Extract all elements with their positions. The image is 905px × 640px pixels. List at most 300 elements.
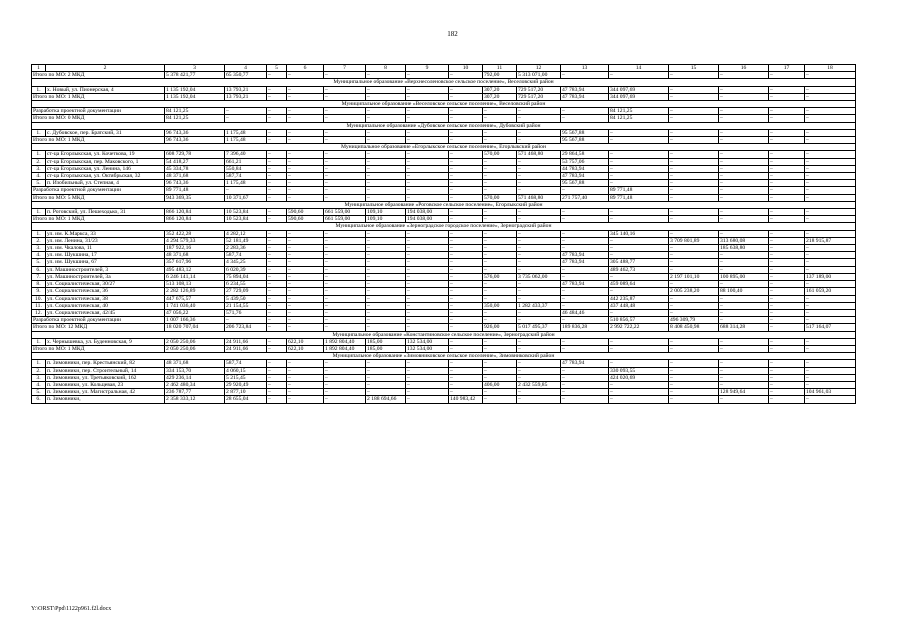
- table-cell: –: [324, 273, 366, 280]
- table-cell: –: [406, 245, 449, 252]
- table-cell: 313 680,08: [719, 237, 769, 244]
- table-cell: –: [267, 165, 287, 172]
- table-cell: Муниципальное образование «Егорлыкское сельское поселение», Егорлыкский район: [32, 144, 856, 151]
- table-cell: 437 448,48: [609, 302, 669, 309]
- table-cell: 52 181,49: [225, 237, 267, 244]
- table-cell: –: [267, 389, 287, 396]
- table-cell: 194 038,00: [406, 216, 449, 223]
- section-header-row: [32, 223, 856, 230]
- table-cell: –: [805, 86, 856, 93]
- table-cell: –: [406, 396, 449, 403]
- table-cell: 6 234,55: [225, 281, 267, 288]
- table-cell: –: [324, 324, 366, 331]
- table-cell: –: [805, 302, 856, 309]
- table-cell: –: [609, 381, 669, 388]
- table-cell: –: [483, 259, 517, 266]
- table-cell: –: [406, 266, 449, 273]
- table-cell: –: [517, 266, 561, 273]
- table-cell: –: [769, 187, 805, 194]
- table-cell: –: [609, 209, 669, 216]
- table-cell: –: [769, 309, 805, 316]
- table-cell: –: [267, 173, 287, 180]
- table-cell: –: [449, 252, 483, 259]
- table-cell: –: [449, 345, 483, 352]
- table-cell: 53 757,06: [561, 158, 609, 165]
- table-cell: –: [517, 374, 561, 381]
- table-cell: ул. Социалистическая, 42/45: [46, 309, 165, 316]
- table-row: [32, 338, 856, 345]
- table-cell: –: [287, 137, 324, 144]
- table-cell: 1 175,48: [225, 137, 267, 144]
- table-row: [32, 259, 856, 266]
- table-cell: –: [267, 345, 287, 352]
- table-cell: –: [609, 309, 669, 316]
- table-cell: –: [267, 360, 287, 367]
- table-cell: –: [449, 266, 483, 273]
- table-row: [32, 86, 856, 93]
- table-cell: 65 350,77: [225, 72, 267, 79]
- table-cell: –: [449, 165, 483, 172]
- table-cell: –: [449, 137, 483, 144]
- table-cell: –: [769, 367, 805, 374]
- table-cell: –: [561, 237, 609, 244]
- table-cell: Итого по МО: 2 МКД: [32, 72, 165, 79]
- table-cell: 9: [406, 65, 449, 72]
- table-cell: Муниципальное образование «Роговское сельское поселение», Егорлыкский район: [32, 201, 856, 208]
- table-cell: –: [719, 137, 769, 144]
- table-cell: 307,20: [483, 93, 517, 100]
- table-cell: –: [669, 216, 719, 223]
- table-cell: Итого по МО: 1 МКД: [32, 93, 165, 100]
- table-cell: –: [366, 180, 406, 187]
- table-cell: п. Роговский, ул. Пешеходько, 31: [46, 209, 165, 216]
- table-cell: –: [517, 137, 561, 144]
- table-cell: 587,74: [225, 360, 267, 367]
- table-cell: –: [449, 374, 483, 381]
- table-cell: Муниципальное образование «Верхнесоленовское сельское поселение», Веселовский район: [32, 79, 856, 86]
- table-cell: 1 892 804,40: [324, 338, 366, 345]
- table-cell: –: [609, 151, 669, 158]
- table-cell: –: [449, 302, 483, 309]
- table-cell: п. Зимовники, пер. Строительный, 14: [46, 367, 165, 374]
- table-cell: –: [324, 266, 366, 273]
- table-cell: 104 961,03: [805, 389, 856, 396]
- table-cell: 88 100,40: [719, 288, 769, 295]
- table-cell: –: [406, 259, 449, 266]
- table-cell: ул. Социалистическая, 40: [46, 302, 165, 309]
- table-cell: –: [287, 374, 324, 381]
- table-cell: –: [406, 389, 449, 396]
- table-cell: 2 188 694,66: [366, 396, 406, 403]
- table-cell: –: [719, 180, 769, 187]
- table-cell: –: [287, 309, 324, 316]
- table-cell: –: [609, 288, 669, 295]
- table-cell: 2.: [32, 158, 46, 165]
- table-cell: 45 334,78: [165, 165, 225, 172]
- table-cell: –: [517, 295, 561, 302]
- table-cell: –: [324, 165, 366, 172]
- table-cell: –: [805, 173, 856, 180]
- total-row: [32, 187, 856, 194]
- table-cell: 96 743,36: [165, 137, 225, 144]
- table-cell: 128 949,64: [719, 389, 769, 396]
- table-cell: ст-ца Егорлыкская, ул. Октябрьская, 32: [46, 173, 165, 180]
- table-cell: –: [769, 338, 805, 345]
- table-cell: –: [287, 259, 324, 266]
- table-cell: 96 743,36: [165, 180, 225, 187]
- table-cell: –: [517, 165, 561, 172]
- table-cell: –: [449, 158, 483, 165]
- table-cell: 2 197 101,10: [669, 273, 719, 280]
- table-cell: –: [287, 302, 324, 309]
- table-cell: –: [769, 360, 805, 367]
- table-cell: 132 534,00: [406, 338, 449, 345]
- table-cell: –: [719, 252, 769, 259]
- table-row: [32, 165, 856, 172]
- table-cell: –: [449, 115, 483, 122]
- table-cell: 590,60: [287, 209, 324, 216]
- table-cell: 3.: [32, 374, 46, 381]
- table-cell: –: [287, 72, 324, 79]
- table-cell: 4 060,15: [225, 367, 267, 374]
- table-cell: –: [406, 129, 449, 136]
- table-cell: 510 856,57: [609, 317, 669, 324]
- table-cell: –: [287, 115, 324, 122]
- table-cell: 2 282 126,89: [165, 288, 225, 295]
- table-cell: 15: [669, 65, 719, 72]
- table-cell: –: [267, 187, 287, 194]
- table-cell: –: [366, 158, 406, 165]
- table-cell: –: [769, 266, 805, 273]
- table-cell: ул. им. Шукшина, 17: [46, 252, 165, 259]
- data-table: [31, 64, 856, 404]
- table-cell: 350,00: [483, 302, 517, 309]
- table-cell: –: [805, 338, 856, 345]
- table-cell: 28 655,04: [225, 396, 267, 403]
- page-number: 182: [447, 30, 458, 38]
- table-cell: 4 345,25: [225, 259, 267, 266]
- table-cell: Муниципальное образование «Зимовниковское сельское поселение», Зимовниковский район: [32, 353, 856, 360]
- table-cell: 608 729,78: [165, 151, 225, 158]
- table-cell: –: [517, 360, 561, 367]
- table-cell: –: [669, 194, 719, 201]
- table-cell: –: [669, 72, 719, 79]
- table-cell: 109,10: [366, 209, 406, 216]
- table-cell: –: [769, 245, 805, 252]
- table-cell: 4 294 579,33: [165, 237, 225, 244]
- table-cell: –: [517, 252, 561, 259]
- table-cell: ст-ца Егорлыкская, ул. Кочеткова, 19: [46, 151, 165, 158]
- table-cell: –: [267, 230, 287, 237]
- table-cell: –: [267, 338, 287, 345]
- table-cell: 6 020,39: [225, 266, 267, 273]
- table-cell: 447 675,57: [165, 295, 225, 302]
- table-cell: 587,74: [225, 252, 267, 259]
- table-cell: –: [267, 295, 287, 302]
- table-cell: 44 783,94: [561, 165, 609, 172]
- table-cell: –: [267, 317, 287, 324]
- table-cell: –: [449, 288, 483, 295]
- table-cell: 13 793,21: [225, 93, 267, 100]
- table-cell: –: [609, 345, 669, 352]
- table-cell: –: [805, 93, 856, 100]
- table-cell: 236 787,77: [165, 389, 225, 396]
- table-cell: –: [769, 252, 805, 259]
- table-cell: –: [719, 187, 769, 194]
- table-row: [32, 230, 856, 237]
- table-cell: 10: [449, 65, 483, 72]
- table-cell: ул. им. Чкалова, 11: [46, 245, 165, 252]
- table-cell: –: [669, 165, 719, 172]
- table-cell: –: [769, 180, 805, 187]
- table-cell: –: [769, 259, 805, 266]
- table-cell: –: [669, 252, 719, 259]
- table-cell: –: [406, 151, 449, 158]
- table-cell: –: [769, 324, 805, 331]
- table-cell: 17: [769, 65, 805, 72]
- table-cell: 89 771,48: [165, 187, 225, 194]
- section-header-row: [32, 331, 856, 338]
- table-cell: –: [483, 115, 517, 122]
- table-cell: 47 783,94: [561, 252, 609, 259]
- table-cell: –: [483, 309, 517, 316]
- table-cell: Итого по МО: 1 МКД: [32, 216, 165, 223]
- table-cell: 6.: [32, 266, 46, 273]
- table-cell: –: [561, 108, 609, 115]
- table-cell: –: [449, 108, 483, 115]
- table-cell: –: [517, 288, 561, 295]
- table-cell: 2.: [32, 367, 46, 374]
- table-cell: 185,00: [366, 338, 406, 345]
- table-row: [32, 252, 856, 259]
- table-cell: –: [769, 209, 805, 216]
- table-cell: –: [669, 266, 719, 273]
- table-cell: –: [287, 317, 324, 324]
- table-cell: –: [324, 230, 366, 237]
- table-cell: –: [517, 129, 561, 136]
- table-cell: ст-ца Егорлыкская, ул. Ленина, 146: [46, 165, 165, 172]
- table-cell: 2.: [32, 237, 46, 244]
- table-cell: –: [517, 345, 561, 352]
- table-cell: –: [805, 72, 856, 79]
- table-cell: Итого по МО: 1 МКД: [32, 345, 165, 352]
- table-cell: –: [669, 151, 719, 158]
- table-row: [32, 151, 856, 158]
- table-cell: 792,00: [483, 72, 517, 79]
- table-cell: –: [366, 288, 406, 295]
- table-row: [32, 180, 856, 187]
- table-cell: –: [324, 158, 366, 165]
- total-row: [32, 115, 856, 122]
- table-cell: –: [406, 317, 449, 324]
- table-cell: –: [267, 151, 287, 158]
- table-cell: 345 140,16: [609, 230, 669, 237]
- table-cell: 185,00: [366, 345, 406, 352]
- table-cell: –: [324, 309, 366, 316]
- table-cell: 47 056,22: [165, 309, 225, 316]
- table-cell: 137 189,00: [805, 273, 856, 280]
- table-cell: –: [449, 367, 483, 374]
- table-cell: 84 121,25: [609, 115, 669, 122]
- table-cell: 1 741 036,40: [165, 302, 225, 309]
- table-cell: 357 617,96: [165, 259, 225, 266]
- table-cell: –: [561, 72, 609, 79]
- table-cell: –: [366, 302, 406, 309]
- table-cell: –: [449, 151, 483, 158]
- table-cell: –: [517, 317, 561, 324]
- table-cell: 29 864,58: [561, 151, 609, 158]
- table-cell: –: [719, 115, 769, 122]
- table-cell: 570,00: [483, 151, 517, 158]
- table-cell: –: [449, 259, 483, 266]
- table-cell: Разработка проектной документации: [32, 317, 165, 324]
- table-cell: 1 175,48: [225, 180, 267, 187]
- table-cell: –: [366, 374, 406, 381]
- table-cell: –: [366, 137, 406, 144]
- table-cell: –: [267, 137, 287, 144]
- table-cell: –: [483, 230, 517, 237]
- table-cell: 3.: [32, 165, 46, 172]
- total-row: [32, 108, 856, 115]
- table-cell: –: [561, 345, 609, 352]
- table-cell: 570,00: [483, 194, 517, 201]
- table-cell: –: [449, 187, 483, 194]
- table-cell: –: [324, 72, 366, 79]
- table-cell: –: [483, 187, 517, 194]
- table-cell: –: [267, 396, 287, 403]
- table-cell: 10 523,84: [225, 216, 267, 223]
- table-cell: –: [483, 374, 517, 381]
- table-cell: 5.: [32, 180, 46, 187]
- table-cell: 5.: [32, 259, 46, 266]
- table-cell: 13: [561, 65, 609, 72]
- table-row: [32, 245, 856, 252]
- table-cell: –: [449, 381, 483, 388]
- table-cell: 334 153,70: [165, 367, 225, 374]
- table-cell: 7.: [32, 273, 46, 280]
- table-cell: –: [769, 115, 805, 122]
- table-cell: –: [517, 216, 561, 223]
- table-cell: 2 358 333,12: [165, 396, 225, 403]
- table-cell: 926,00: [483, 324, 517, 331]
- table-cell: –: [719, 158, 769, 165]
- table-cell: –: [483, 237, 517, 244]
- table-cell: –: [719, 345, 769, 352]
- table-cell: 622,10: [287, 345, 324, 352]
- table-cell: –: [609, 173, 669, 180]
- table-cell: –: [769, 374, 805, 381]
- table-cell: –: [669, 180, 719, 187]
- table-cell: 1 892 804,40: [324, 345, 366, 352]
- table-cell: –: [366, 115, 406, 122]
- table-cell: –: [669, 360, 719, 367]
- table-cell: –: [517, 281, 561, 288]
- table-cell: Муниципальное образование «Константиновское сельское поселение», Зерноградский район: [32, 331, 856, 338]
- table-cell: –: [287, 158, 324, 165]
- table-cell: –: [805, 360, 856, 367]
- table-cell: –: [669, 108, 719, 115]
- table-cell: –: [324, 302, 366, 309]
- table-cell: –: [669, 137, 719, 144]
- table-cell: –: [805, 345, 856, 352]
- table-cell: –: [449, 209, 483, 216]
- table-cell: –: [449, 309, 483, 316]
- table-cell: 21 154,55: [225, 302, 267, 309]
- table-cell: –: [517, 367, 561, 374]
- table-cell: –: [267, 115, 287, 122]
- table-cell: –: [483, 396, 517, 403]
- table-cell: Муниципальное образование «Зерноградское городское поселение», Зерноградский район: [32, 223, 856, 230]
- table-cell: –: [609, 216, 669, 223]
- table-cell: 47 783,94: [561, 360, 609, 367]
- table-cell: 1 007 166,36: [165, 317, 225, 324]
- table-cell: –: [719, 151, 769, 158]
- table-cell: –: [669, 396, 719, 403]
- table-cell: –: [805, 295, 856, 302]
- table-cell: –: [769, 295, 805, 302]
- table-cell: –: [769, 317, 805, 324]
- table-cell: –: [324, 381, 366, 388]
- table-cell: 7: [324, 65, 366, 72]
- total-row: [32, 345, 856, 352]
- table-cell: 459 089,64: [609, 281, 669, 288]
- table-cell: –: [287, 194, 324, 201]
- table-cell: –: [769, 381, 805, 388]
- table-cell: 6.: [32, 396, 46, 403]
- table-cell: 866 120,84: [165, 216, 225, 223]
- table-cell: –: [805, 281, 856, 288]
- table-cell: 1.: [32, 209, 46, 216]
- table-cell: –: [324, 367, 366, 374]
- table-cell: –: [805, 396, 856, 403]
- table-cell: 661 559,00: [324, 209, 366, 216]
- table-cell: х. Чернышевка, ул. Буденновская, 9: [46, 338, 165, 345]
- table-cell: –: [287, 93, 324, 100]
- table-cell: –: [483, 281, 517, 288]
- table-cell: –: [769, 237, 805, 244]
- table-cell: 14: [609, 65, 669, 72]
- table-cell: –: [561, 396, 609, 403]
- table-cell: 48 371,68: [165, 360, 225, 367]
- table-cell: –: [287, 230, 324, 237]
- table-cell: Разработка проектной документации: [32, 108, 165, 115]
- table-cell: 47 783,94: [561, 281, 609, 288]
- table-cell: 424 020,69: [609, 374, 669, 381]
- table-cell: –: [267, 288, 287, 295]
- table-cell: –: [669, 173, 719, 180]
- table-cell: –: [287, 360, 324, 367]
- table-cell: –: [483, 165, 517, 172]
- table-cell: –: [483, 108, 517, 115]
- table-cell: –: [366, 187, 406, 194]
- table-cell: –: [719, 338, 769, 345]
- table-cell: –: [287, 237, 324, 244]
- total-row: [32, 93, 856, 100]
- table-cell: 6 246 141,14: [165, 273, 225, 280]
- table-cell: –: [483, 209, 517, 216]
- table-cell: –: [669, 158, 719, 165]
- table-cell: –: [449, 360, 483, 367]
- table-cell: –: [449, 273, 483, 280]
- table-cell: –: [517, 309, 561, 316]
- table-cell: 3: [165, 65, 225, 72]
- table-cell: –: [449, 324, 483, 331]
- table-cell: –: [449, 93, 483, 100]
- table-cell: –: [769, 86, 805, 93]
- table-cell: 3 709 801,89: [669, 237, 719, 244]
- table-cell: ул. им. К.Маркса, 33: [46, 230, 165, 237]
- table-cell: –: [517, 237, 561, 244]
